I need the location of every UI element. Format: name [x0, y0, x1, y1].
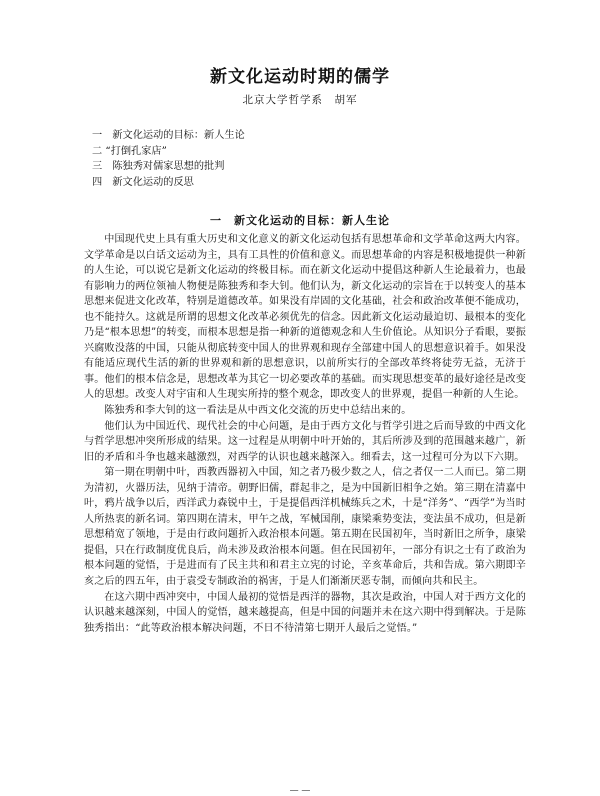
paragraph: 第一期在明朝中叶，西教西器初入中国，知之者乃极少数之人，信之者仅一二人而已。第二期为清初，火器历法，见纳于清帝。朝野旧儒，群起非之，是为中国新旧相争之始。第三期在清嘉中叶，鸦片战争以后，西洋武力森锐中土，于是提倡西洋机械练兵之术，十是“洋务”、“西学”为当时人所热衷的新名词。第四期在清末，甲午之战，军械国削，康梁乘势变法，变法虽不成功，但是新思想稍宽了领地，于是由行政问题折入政治根本问题。第五期在民国初年，当时新旧之所争，康梁提倡，只在行政制度优良后，尚未涉及政治根本问题。但在民国初年，一部分有识之士有了政治为根本问题的觉悟，于是进而有了民主共和和君主立宪的讨论，辛亥革命后，共和告成。第六期即辛亥之后的四五年，由于袁受专制政治的祸害，于是人们渐渐厌恶专制，而倾向共和民主。: [84, 467, 526, 588]
table-of-contents: [92, 128, 512, 190]
paragraph: 他们认为中国近代、现代社会的中心问题，是由于西方文化与哲学引进之后而导致的中西文化与哲学思想冲突所形成的结果。这一过程是从明朝中叶开始的，其后所涉及到的范围越来越广，新旧的矛盾和斗争也越来越激烈，对西学的认识也越来越深入。细看去，这一过程可分为以下六期。: [84, 420, 526, 463]
toc-item: 四 新文化运动的反思: [92, 176, 194, 188]
paragraph: 陈独秀和李大钊的这一看法是从中西文化交流的历史中总结出来的。: [104, 405, 412, 417]
toc-item: 二 “打倒孔家店”: [92, 145, 167, 157]
page-number: — —: [289, 786, 311, 796]
toc-item: 一 新文化运动的目标：新人生论: [92, 130, 245, 141]
toc-item: 三 陈独秀对儒家思想的批判: [92, 161, 225, 172]
paragraph: 中国现代史上具有重大历史和文化意义的新文化运动包括有思想革命和文学革命这两大内容。文学革命是以白话文运动为主，具有工具性的价值和意义。而思想革命的内容是积极地提供一种新的人生论，可以说它是新文化运动的终极目标。而在新文化运动中提倡这种新人生论最着力，也最有影响力的两位领袖人物便是陈独秀和李大钊。他们认为，新文化运动的宗旨在于以转变人的基本思想来促进文化改革，特别是道德改革。如果没有岸固的文化基础，社会和政治改革便不能成功，也不能持久。这就是所谓的思想文化改革必须优先的信念。因此新文化运动最迫切、最根本的变化乃是“根本思想”的转变，而根本思想是指一种新的道德观念和人生价值论。从知识分子看眼，要振兴腐败没落的中国，只能从彻底转变中国人的世界观和现存全部建中国人的思想意识着手。如果没有能适应现代生活的新的世界观和新的思想意识，以前所实行的全部改革终将徒劳无益，无济于事。他们的根本信念是，思想改革为其它一切必要改革的基础。而实现思想变革的最好途径是改变人的思想。改变人对宇宙和人生现实所持的整个观念，即改变人的世界观，提倡一种新的人生论。: [84, 234, 526, 401]
author-line: 北京大学哲学系 胡军: [242, 94, 358, 106]
section-heading: 一 新文化运动的目标：新人生论: [210, 214, 390, 227]
paragraph: 在这六期中西冲突中，中国人最初的觉悟是西洋的器物，其次是政治，中国人对于西方文化的认识越来越深刻，中国人的觉悟，越来越提高，但是中国的问题并未在这六期中得到解决。于是陈独秀指出：“此等政治根本解决问题，不日不待清第七期开人最后之觉悟。”: [84, 591, 526, 634]
body-text: [84, 232, 526, 636]
page-title: 新文化运动时期的儒学: [210, 67, 390, 87]
